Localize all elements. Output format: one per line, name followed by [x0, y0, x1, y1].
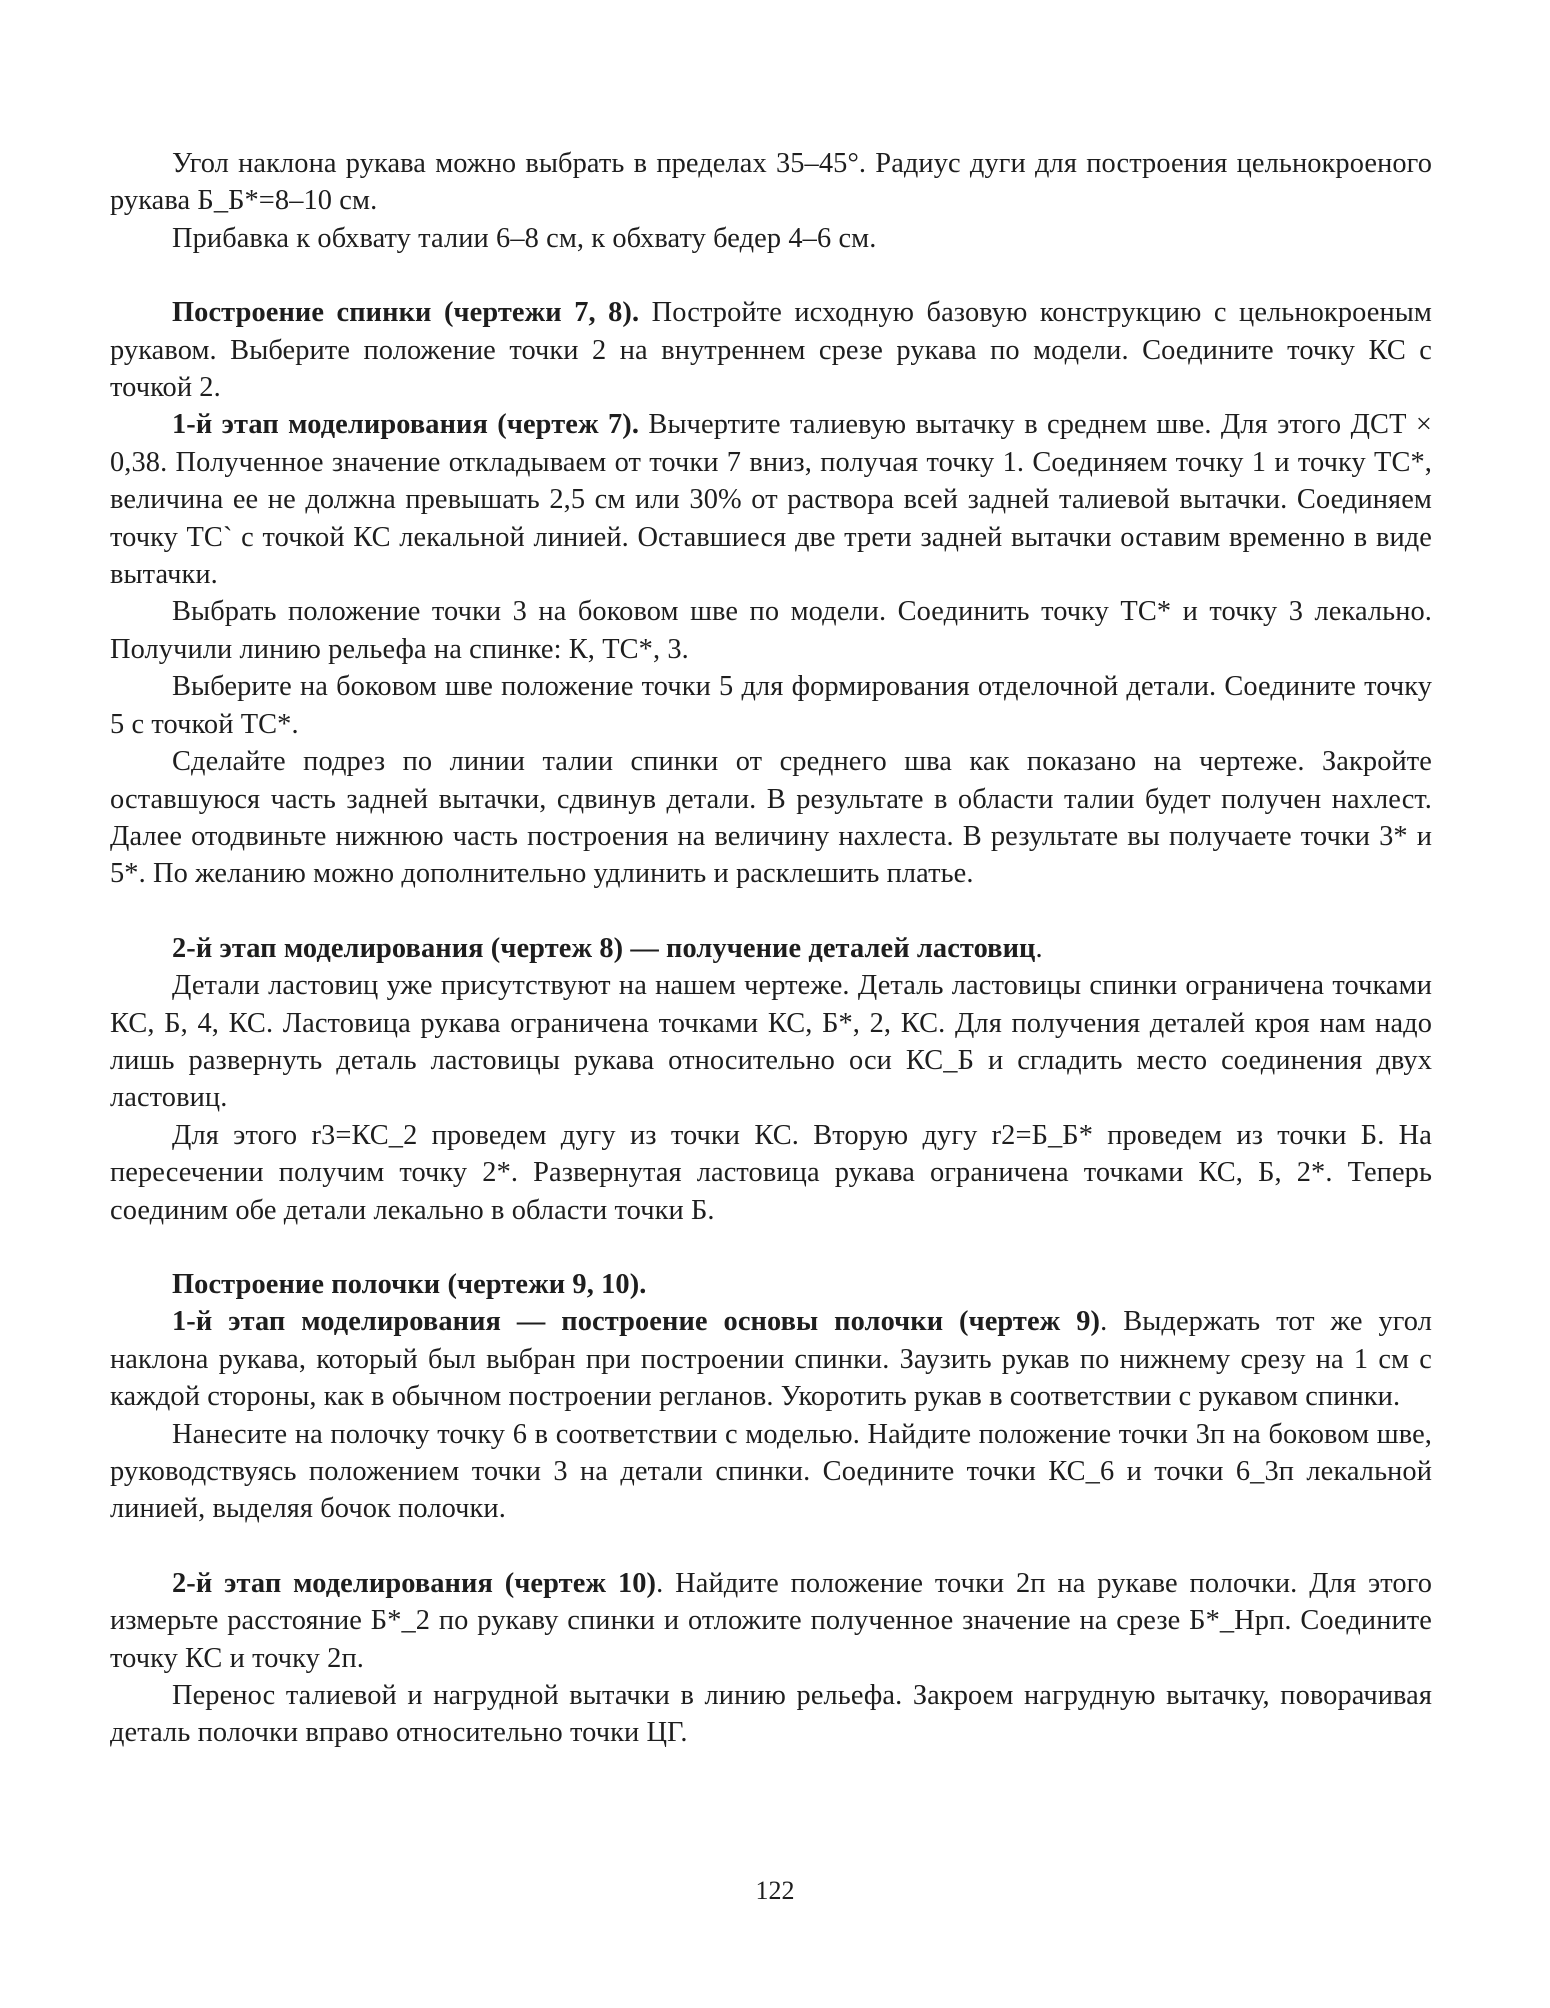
paragraph-lead: Построение спинки (чертежи 7, 8).: [172, 297, 640, 329]
paragraph-text: Нанесите на полочку точку 6 в соответствии с моделью. Найдите положение точки 3п на боковом шве, руководствуясь положением точки 3 на детали спинки. Соедините точки КС_6 и точки 6_3п лекальной линией, выделяя бочок полочки.: [110, 1418, 1432, 1525]
paragraph-text: Детали ластовиц уже присутствуют на нашем чертеже. Деталь ластовицы спинки ограничена точками КС, Б, 4, КС. Ластовица рукава ограничена точками КС, Б*, 2, КС. Для получения деталей кроя нам надо лишь развернуть деталь ластовицы рукава относительно оси КС_Б и сгладить место соединения двух ластовиц.: [110, 970, 1432, 1114]
paragraph-text: Перенос талиевой и нагрудной вытачки в линию рельефа. Закроем нагрудную вытачку, поворачивая деталь полочки вправо относительно точки ЦГ.: [110, 1680, 1432, 1749]
paragraph-stage2-heading: [110, 930, 1432, 967]
paragraph-lead: Построение полочки (чертежи 9, 10).: [172, 1268, 647, 1300]
paragraph-text: Постройте исходную базовую конструкцию с цельнокроеным рукавом. Выберите положение точки 2 на внутреннем срезе рукава по модели. Соедините точку КС с точкой 2.: [110, 297, 1432, 404]
paragraph-lead: 2-й этап моделирования (чертеж 8) — получение деталей ластовиц: [172, 932, 1036, 964]
paragraph-text: Прибавка к обхвату талии 6–8 см, к обхвату бедер 4–6 см.: [172, 222, 877, 254]
page-body: [110, 145, 1432, 1752]
paragraph-text: Для этого r3=КС_2 проведем дугу из точки КС. Вторую дугу r2=Б_Б* проведем из точки Б. На пересечении получим точку 2*. Развернутая ластовица рукава ограничена точками КС, Б, 2*. Теперь соединим обе детали лекально в области точки Б.: [110, 1119, 1432, 1226]
paragraph-lead: 1-й этап моделирования (чертеж 7).: [172, 409, 640, 441]
paragraph-sleeve-angle: [110, 145, 1432, 220]
paragraph-front-heading: [110, 1266, 1432, 1303]
paragraph-dart-transfer: [110, 1677, 1432, 1752]
paragraph-text: Вычертите талиевую вытачку в среднем шве. Для этого ДСТ × 0,38. Полученное значение откладываем от точки 7 вниз, получая точку 1. Соединяем точку 1 и точку ТС*, величина ее не должна превышать 2,5 см или 30% от раствора всей задней талиевой вытачки. Соединяем точку ТС` с точкой КС лекальной линией. Оставшиеся две трети задней вытачки оставим временно в виде вытачки.: [110, 409, 1433, 591]
paragraph-text: . Выдержать тот же угол наклона рукава, который был выбран при построении спинки. Заузить рукав по нижнему срезу на 1 см с каждой стороны, как в обычном построении регланов. Укоротить рукав в соответствии с рукавом спинки.: [110, 1306, 1432, 1413]
paragraph-point5: [110, 668, 1432, 743]
paragraph-text: Выбрать положение точки 3 на боковом шве по модели. Соединить точку ТС* и точку 3 лекально. Получили линию рельефа на спинке: К, ТС*, 3.: [110, 596, 1432, 665]
paragraph-text: Угол наклона рукава можно выбрать в пределах 35–45°. Радиус дуги для построения цельнокроеного рукава Б_Б*=8–10 см.: [110, 148, 1432, 217]
paragraph-back-construction: [110, 294, 1432, 406]
paragraph-text: . Найдите положение точки 2п на рукаве полочки. Для этого измерьте расстояние Б*_2 по рукаву спинки и отложите полученное значение на срезе Б*_Нрп. Соедините точку КС и точку 2п.: [110, 1567, 1433, 1674]
paragraph-point3: [110, 593, 1432, 668]
paragraph-allowance: [110, 220, 1432, 257]
paragraph-text: Сделайте подрез по линии талии спинки от среднего шва как показано на чертеже. Закройте оставшуюся часть задней вытачки, сдвинув детали. В результате в области талии будет получен нахлест. Далее отодвиньте нижнюю часть построения на величину нахлеста. В результате вы получаете точки 3* и 5*. По желанию можно дополнительно удлинить и расклешить платье.: [110, 746, 1432, 890]
paragraph-lead: 2-й этап моделирования (чертеж 10): [172, 1567, 657, 1599]
paragraph-lead: 1-й этап моделирования — построение основы полочки (чертеж 9): [172, 1306, 1101, 1338]
paragraph-stage1-front: [110, 1303, 1432, 1415]
paragraph-stage2-front: [110, 1565, 1432, 1677]
paragraph-point6: [110, 1416, 1432, 1528]
paragraph-stage1-back: [110, 406, 1432, 593]
page-number: 122: [755, 1876, 795, 1905]
paragraph-arcs: [110, 1117, 1432, 1229]
paragraph-waist-cut: [110, 743, 1432, 893]
paragraph-text: .: [1035, 932, 1043, 964]
paragraph-text: Выберите на боковом шве положение точки 5 для формирования отделочной детали. Соедините точку 5 с точкой ТС*.: [110, 671, 1432, 740]
paragraph-gussets: [110, 967, 1432, 1117]
